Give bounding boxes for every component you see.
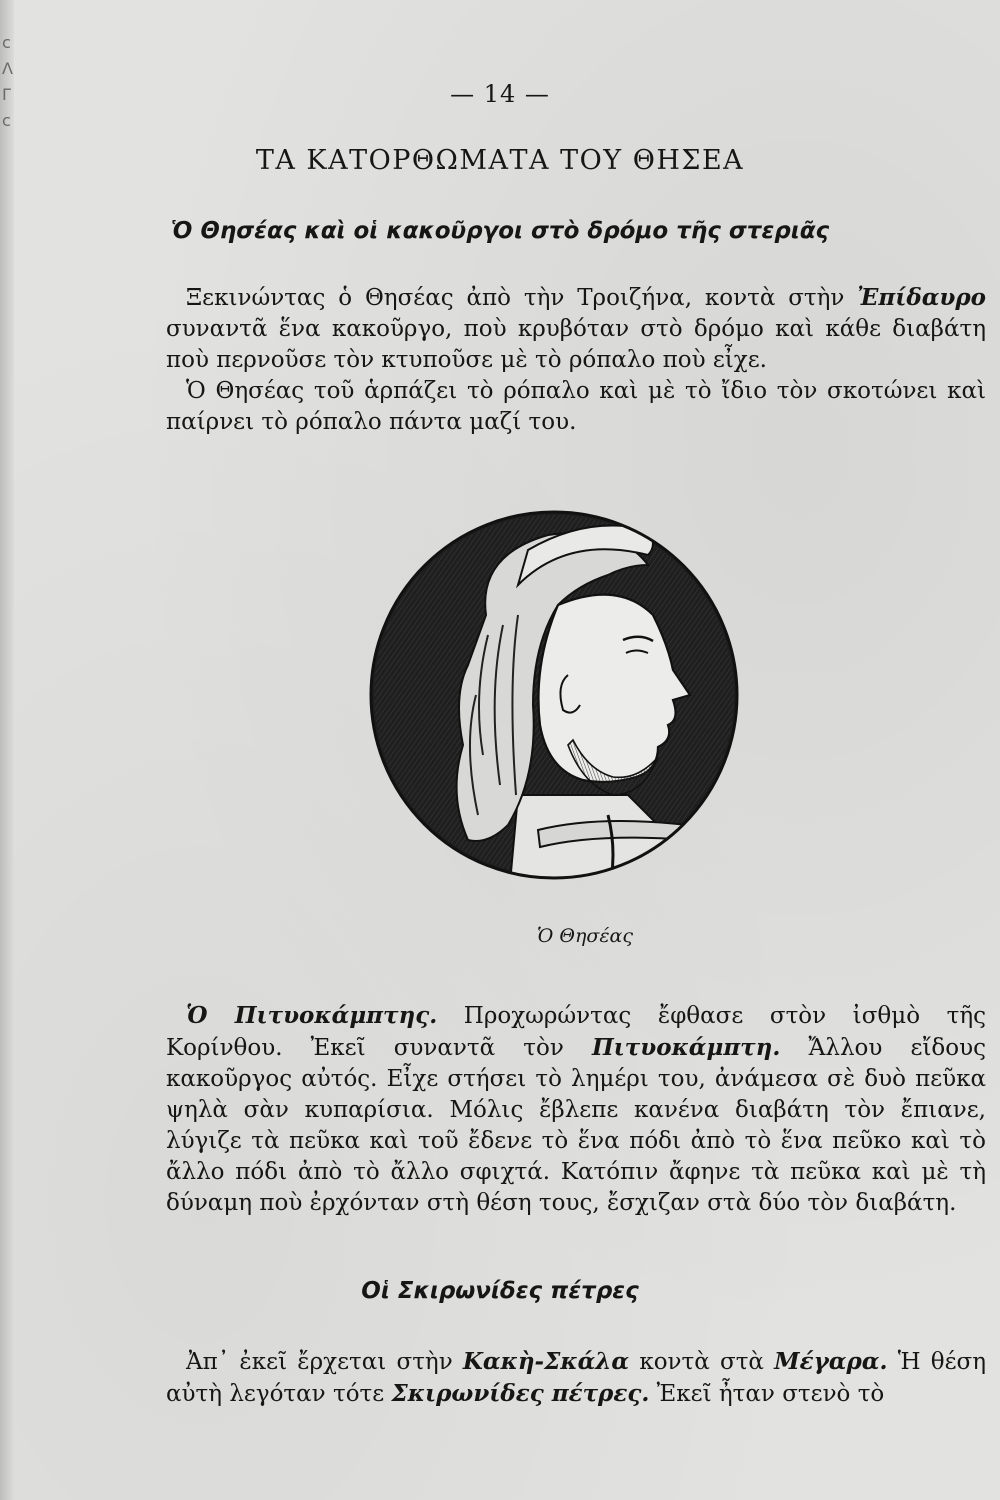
paragraph-3-text-b: Ἄλλου εἴδους κακοῦργος αὐτός. Εἶχε στήσει τὸ λημέρι του, ἀνάμεσα σὲ δυὸ πεῦκα ψηλὰ σὰν κυπαρίσια. Μόλις ἔβλεπε κανένα διαβάτη τὸν ἔπιανε, λύγιζε τὰ πεῦκα καὶ τοῦ ἔδενε τὸ ἕνα πόδι ἀπὸ τὸ ἕνα πεῦκο καὶ τὸ ἄλλο πόδι ἀπὸ τὸ ἄλλο σφιχτά. Κατόπιν ἄφηνε τὰ πεῦκα καὶ μὲ τὴ δύναμη ποὺ ἐρχόνταν στὴ θέση τους, ἔσχιζαν στὰ δύο τὸν διαβάτη.	[166, 1035, 986, 1216]
paragraph-4-text-b: κοντὰ στὰ	[629, 1349, 775, 1375]
theseus-medallion-illustration	[368, 495, 740, 905]
paragraph-2: Ὁ Θησέας τοῦ ἁρπάζει τὸ ρόπαλο καὶ μὲ τὸ ἴδιο τὸν σκοτώνει καὶ παίρνει τὸ ρόπαλο πάντα μαζί του.	[166, 378, 986, 435]
figure-caption: Ὁ Θησέας	[537, 925, 633, 947]
section-2-text	[166, 1000, 986, 1219]
page-number: — 14 —	[450, 80, 550, 108]
section-1-text	[166, 282, 986, 438]
section-3-text	[166, 1346, 986, 1410]
paragraph-1-text-a: Ξεκινώντας ὁ Θησέας ἀπὸ τὴν Τροιζήνα, κοντὰ στὴν	[186, 285, 858, 311]
paragraph-1-text-b: συναντᾶ ἕνα κακοῦργο, ποὺ κρυβόταν στὸ δρόμο καὶ κάθε διαβάτη ποὺ περνοῦσε τὸν κτυποῦσε μὲ τὸ ρόπαλο ποὺ εἶχε.	[166, 316, 986, 373]
margin-marks: c Λ Γ c	[2, 33, 13, 130]
paragraph-4-text-c: Ἡ θέση αὐτὴ λεγόταν τότε	[166, 1349, 986, 1407]
paragraph-1	[166, 282, 986, 376]
section-heading-3: Οἱ Σκιρωνίδες πέτρες	[361, 1278, 639, 1304]
paragraph-4-emphasis-3: Σκιρωνίδες πέτρες.	[391, 1380, 650, 1407]
paragraph-4-text-d: Ἐκεῖ ἦταν στενὸ τὸ	[649, 1381, 885, 1407]
paragraph-4-emphasis-2: Μέγαρα.	[774, 1348, 888, 1375]
paragraph-3-text-a: Προχωρώντας ἔφθασε στὸν ἰσθμὸ τῆς Κορίνθου. Ἐκεῖ συναντᾶ τὸν	[166, 1003, 986, 1061]
chapter-title: ΤΑ ΚΑΤΟΡΘΩΜΑΤΑ ΤΟΥ ΘΗΣΕΑ	[255, 145, 745, 176]
paragraph-1-emphasis: Ἐπίδαυρο	[857, 284, 986, 311]
section-heading-1: Ὁ Θησέας καὶ οἱ κακοῦργοι στὸ δρόμο τῆς στεριᾶς	[170, 218, 830, 244]
paragraph-3-emphasis: Πιτυοκάμπτη.	[591, 1034, 781, 1061]
paragraph-3-lead: Ὁ Πιτυοκάμπτης.	[186, 1002, 438, 1029]
paragraph-4-emphasis-1: Κακὴ-Σκάλα	[462, 1348, 630, 1375]
paragraph-4	[166, 1346, 986, 1410]
paragraph-4-text-a: Ἀπ᾿ ἐκεῖ ἔρχεται στὴν	[186, 1349, 463, 1375]
paragraph-3	[166, 1000, 986, 1219]
